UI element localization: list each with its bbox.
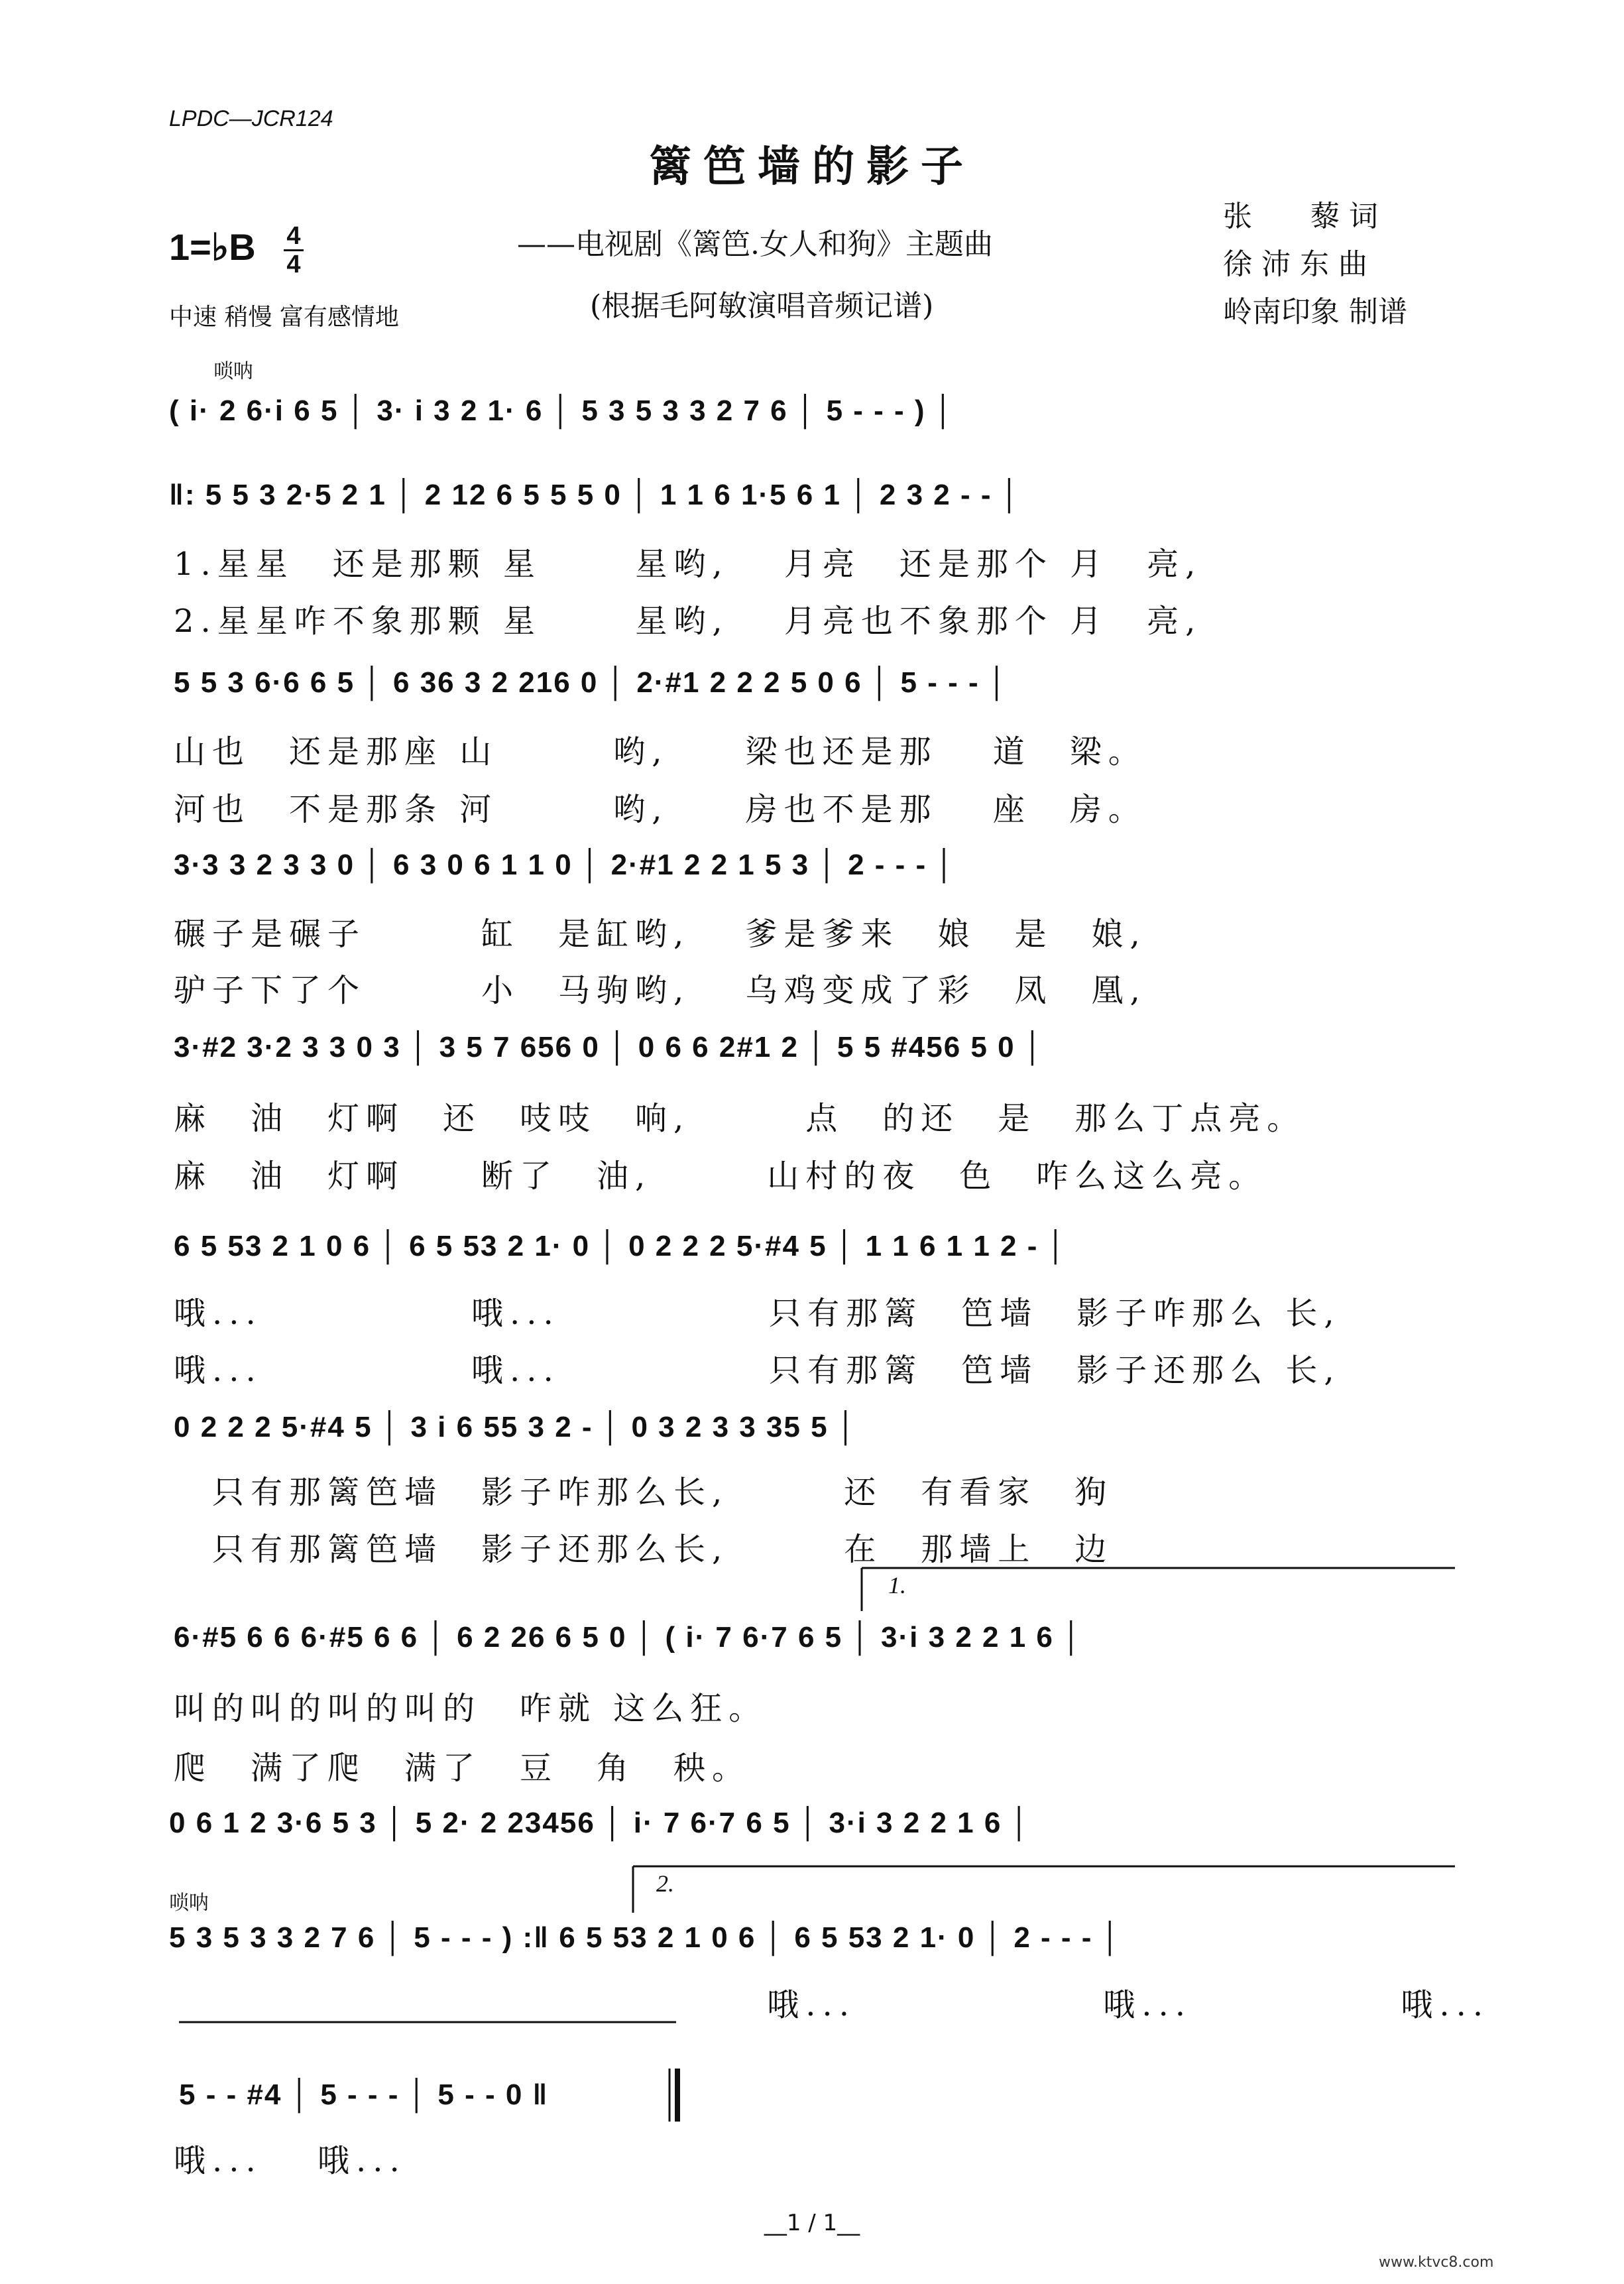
lyric-line-7-verse-1: 只有那篱笆墙 影子咋那么长, 还 有看家 狗 [174,1474,1114,1511]
engraver-credit: 岭南印象 制谱 [1223,295,1407,329]
score-serial: LPDC—JCR124 [169,106,333,131]
key-signature: 1=♭B [169,226,256,268]
lyric-line-4-verse-1: 碾子是碾子 缸 是缸哟, 爹是爹来 娘 是 娘, [174,916,1147,953]
lyric-line-11: 哦... 哦... [174,2142,406,2179]
first-ending-label: 1. [888,1572,906,1598]
transcription-note: (根据毛阿敏演唱音频记谱) [590,289,934,323]
music-line-6: 6 5 53 2 1 0 6 │ 6 5 53 2 1· 0 │ 0 2 2 2 5·#4 5 │ 1 1 6 1 1 2 - │ [174,1230,1068,1262]
time-top: 4 [286,222,301,250]
music-line-10: 5 3 5 3 3 2 7 6 │ 5 - - - ) :‖ 6 5 53 2 1 0 6 │ 6 5 53 2 1· 0 │ 2 - - - │ [169,1921,1122,1954]
lyric-line-3-verse-1: 山也 还是那座 山 哟, 梁也还是那 道 梁。 [174,733,1147,770]
lyric-line-2-verse-2: 2.星星咋不象那颗 星 星哟, 月亮也不象那个 月 亮, [174,603,1202,640]
lyric-line-5-verse-2: 麻 油 灯啊 断了 油, 山村的夜 色 咋么这么亮。 [174,1158,1267,1195]
lyric-line-6-verse-1: 哦... 哦... 只有那篱 笆墙 影子咋那么 长, [174,1295,1341,1332]
instrument-label-intro: 唢呐 [213,360,253,383]
time-bottom: 4 [286,251,301,278]
second-ending-label: 2. [656,1870,674,1897]
lyric-line-7-verse-2: 只有那篱笆墙 影子还那么长, 在 那墙上 边 [174,1531,1114,1568]
tempo-marking: 中速 稍慢 富有感情地 [169,304,399,331]
lyric-line-5-verse-1: 麻 油 灯啊 还 吱吱 响, 点 的还 是 那么丁点亮。 [174,1100,1306,1137]
lyric-line-4-verse-2: 驴子下了个 小 马驹哟, 乌鸡变成了彩 凤 凰, [174,972,1147,1009]
lyric-line-6-verse-2: 哦... 哦... 只有那篱 笆墙 影子还那么 长, [174,1352,1341,1389]
music-line-9: 0 6 1 2 3·6 5 3 │ 5 2· 2 23456 │ i· 7 6·7 6 5 │ 3·i 3 2 2 1 6 │ [169,1807,1031,1839]
music-line-7: 0 2 2 2 5·#4 5 │ 3 i 6 55 3 2 - │ 0 3 2 3 3 35 5 │ [174,1411,858,1443]
music-line-11: 5 - - #4 │ 5 - - - │ 5 - - 0 ‖ [179,2078,549,2111]
lyricist-credit: 张 藜 词 [1223,200,1378,233]
music-line-2: ‖: 5 5 3 2·5 2 1 │ 2 12 6 5 5 5 0 │ 1 1 6 1·5 6 1 │ 2 3 2 - - │ [169,479,1021,511]
lyric-line-10: 哦... 哦... 哦... [174,1986,1490,2023]
music-line-5: 3·#2 3·2 3 3 0 3 │ 3 5 7 656 0 │ 0 6 6 2#1 2 │ 5 5 #456 5 0 │ [174,1031,1045,1063]
lyric-line-8-verse-2: 爬 满了爬 满了 豆 角 秧。 [174,1750,751,1787]
lyric-line-3-verse-2: 河也 不是那条 河 哟, 房也不是那 座 房。 [174,791,1147,828]
music-line-1: ( i· 2 6·i 6 5 │ 3· i 3 2 1· 6 │ 5 3 5 3 3 2 7 6 │ 5 - - - ) │ [169,394,955,427]
music-line-4: 3·3 3 2 3 3 0 │ 6 3 0 6 1 1 0 │ 2·#1 2 2 1 5 3 │ 2 - - - │ [174,849,956,881]
page-number: __1 / 1__ [764,2210,860,2236]
site-watermark: www.ktvc8.com [1379,2254,1494,2271]
lyric-line-8-verse-1: 叫的叫的叫的叫的 咋就 这么狂。 [174,1690,768,1727]
music-line-3: 5 5 3 6·6 6 5 │ 6 36 3 2 216 0 │ 2·#1 2 2 2 5 0 6 │ 5 - - - │ [174,666,1009,699]
music-line-8: 6·#5 6 6 6·#5 6 6 │ 6 2 26 6 5 0 │ ( i· 7 6·7 6 5 │ 3·i 3 2 2 1 6 │ [174,1621,1083,1653]
song-subtitle: ——电视剧《篱笆.女人和狗》主题曲 [517,227,993,261]
song-title: 篱笆墙的影子 [649,142,975,192]
lyric-line-2-verse-1: 1.星星 还是那颗 星 星哟, 月亮 还是那个 月 亮, [174,546,1202,583]
instrument-label-interlude: 唢呐 [169,1892,209,1915]
composer-credit: 徐 沛 东 曲 [1223,247,1367,281]
